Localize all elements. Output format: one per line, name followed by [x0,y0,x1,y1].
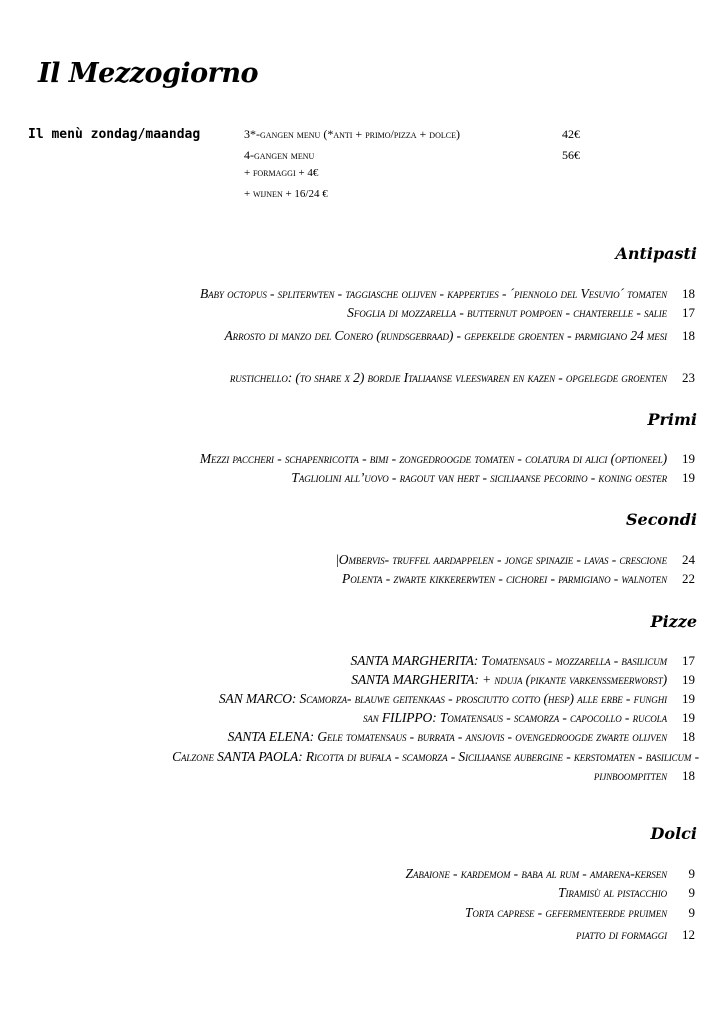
item-name: rustichello: (to share x 2) bordje Italiaanse vleeswaren en kazen - opgelegde groenten [229,370,667,385]
list-item [465,905,695,921]
item-price: 18 [682,729,695,744]
list-item [558,885,695,901]
item-name: Arrosto di manzo del Conero (rundsgebraad) - gepekelde groenten - parmigiano 24 mesi [224,328,667,343]
section-title-antipasti: Antipasti [615,244,697,263]
menu-row-name: 3*-gangen menu (*anti + primo/pizza + dolce) [244,127,460,141]
item-price: 19 [682,470,695,485]
list-item [347,305,695,321]
item-price: 9 [688,905,695,920]
menu-extra: + wijnen + 16/24 € [244,188,328,200]
list-item [335,552,695,568]
item-price: 24 [682,552,695,567]
item-price: 17 [682,305,695,320]
item-price: 23 [682,370,695,385]
menu-row [244,127,580,142]
menu-extra: + formaggi + 4€ [244,167,319,179]
list-item [200,451,695,467]
menu-row-price: 56€ [562,148,580,162]
list-item [342,571,695,587]
item-name: SANTA MARGHERITA: + nduja (pikante varkenssmeerworst) [351,672,667,687]
section-title-pizze: Pizze [650,612,697,631]
item-name: SANTA MARGHERITA: Tomatensaus - mozzarella - basilicum [350,653,667,668]
list-item-calzone-line1 [172,749,699,765]
item-price: 19 [682,672,695,687]
list-item [363,710,695,726]
item-name: Tagliolini all’uovo - ragout van hert - siciliaanse pecorino - koning oester [291,470,667,485]
item-name: Zabaione - kardemom - baba al rum - amarena-kersen [405,866,667,881]
item-name: Polenta - zwarte kikkererwten - cichorei - parmigiano - walnoten [342,571,667,586]
list-item [406,866,695,882]
item-price: 17 [682,653,695,668]
item-name: SAN MARCO: Scamorza- blauwe geitenkaas - prosciutto cotto (hesp) alle erbe - funghi [218,691,667,706]
list-item [219,691,695,707]
item-price: 22 [682,571,695,586]
item-name: Sfoglia di mozzarella - butternut pompoen - chanterelle - salie [347,305,667,320]
item-price: 18 [682,768,695,783]
item-name: Tiramisù al pistacchio [558,885,667,900]
item-name: Baby octopus - spliterwten - taggiasche olijven - kappertjes - ´piennolo del Vesuvio´ tomaten [199,286,667,301]
item-name: SANTA ELENA: Gele tomatensaus - burrata - ansjovis - ovengedroogde zwarte olijven [227,729,667,744]
item-price: 19 [682,710,695,725]
menu-label: Il menù zondag/maandag [28,127,201,142]
list-item [230,370,695,386]
list-item [351,653,696,669]
list-item [200,286,695,302]
menu-row [244,148,580,163]
list-item [228,729,695,745]
list-item [291,470,695,486]
item-name: Calzone SANTA PAOLA: Ricotta di bufala - scamorza - Siciliaanse aubergine - kerstomaten - basilicum - [172,749,699,764]
page-title: Il Mezzogiorno [38,58,259,89]
item-name: |Ombervis- truffel aardappelen - jonge spinazie - lavas - crescione [335,552,667,567]
list-item [225,328,695,344]
item-name: pijnboompitten [593,768,667,783]
item-name: Mezzi paccheri - schapenricotta - bimi - zongedroogde tomaten - colatura di alici (optioneel) [199,451,667,466]
item-name: Torta caprese - gefermenteerde pruimen [465,905,667,920]
item-price: 9 [688,885,695,900]
item-price: 19 [682,451,695,466]
item-price: 18 [682,286,695,301]
item-name: san FILIPPO: Tomatensaus - scamorza - capocollo - rucola [362,710,667,725]
section-title-dolci: Dolci [650,824,697,843]
menu-row-price: 42€ [562,127,580,141]
menu-row-name: 4-gangen menu [244,148,315,162]
list-item [576,927,695,943]
item-price: 9 [688,866,695,881]
section-title-primi: Primi [647,410,697,429]
item-price: 19 [682,691,695,706]
section-title-secondi: Secondi [625,510,697,529]
item-price: 18 [682,328,695,343]
item-price: 12 [682,927,695,942]
list-item-calzone-line2 [594,768,695,784]
item-name: piatto di formaggi [576,927,667,942]
list-item [351,672,695,688]
